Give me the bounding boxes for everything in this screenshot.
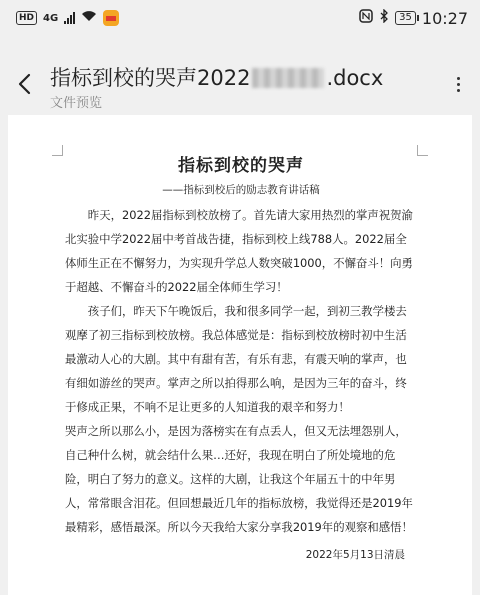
- more-dots-icon: [457, 77, 460, 80]
- status-left: [16, 10, 119, 26]
- file-title-suffix: .docx: [326, 66, 384, 90]
- status-right: [359, 9, 468, 28]
- margin-marker-right: [417, 145, 428, 156]
- paragraph: 昨天，2022届指标到校放榜了。首先请大家用热烈的掌声祝贺渝北实验中学2022届中考首战告捷，指标到校上线788人。2022届全体师生正在不懈努力，为实现升学总人数突破1000，不懈奋斗！向勇于超越、不懈奋斗的2022届全体师生学习！: [65, 208, 413, 294]
- margin-marker-left: [52, 145, 63, 156]
- notification-app-icon: [103, 10, 119, 26]
- wifi-icon: [81, 10, 97, 26]
- document-title: 指标到校的哭声: [178, 156, 304, 176]
- document-page[interactable]: [8, 115, 472, 595]
- paragraph: 孩子们，昨天下午晚饭后，我和很多同学一起，到初三教学楼去观摩了初三指标到校放榜。我总体感觉是：指标到校放榜时初中生活最激动人心的大剧。其中有甜有苦，有乐有悲，有震天响的掌声，也有细如游丝的哭声。掌声之所以拍得那么响，是因为三年的奋斗，终于修成正果，不响不足让更多的人知道我的艰辛和努力！: [65, 304, 407, 414]
- hd-badge: HD: [16, 11, 37, 25]
- battery-icon: 35: [395, 11, 416, 25]
- network-type: 4G: [43, 12, 59, 24]
- file-title-prefix: 指标到校的哭声2022: [50, 66, 251, 90]
- bluetooth-icon: [379, 9, 389, 27]
- back-button[interactable]: [8, 68, 40, 100]
- status-bar: [0, 0, 480, 36]
- paragraph: 哭声之所以那么小，是因为落榜实在有点丢人，但又无法埋怨别人，自己种什么树，就会结什么果…还好，我现在明白了所处境地的危险，明白了努力的意义。这样的大剧，让我这个年届五十的中年男人，常常眼含泪花。但回想最近几年的指标放榜，我觉得还是2019年最精彩，感悟最深。所以今天我给大家分享我2019年的观察和感悟！: [65, 424, 413, 534]
- document-body: [65, 151, 417, 562]
- redacted-text: [252, 68, 324, 88]
- signal-icon: [64, 12, 75, 24]
- file-title: [50, 62, 383, 92]
- document-date: 2022年5月13日清晨: [305, 549, 405, 561]
- more-options-button[interactable]: [448, 74, 468, 94]
- chevron-left-icon: [17, 73, 31, 95]
- document-subtitle: ——指标到校后的励志教育讲话稿: [162, 184, 320, 196]
- nfc-icon: [359, 9, 373, 27]
- file-preview-label: 文件预览: [50, 96, 103, 111]
- clock: 10:27: [421, 8, 468, 28]
- app-header: [0, 52, 480, 112]
